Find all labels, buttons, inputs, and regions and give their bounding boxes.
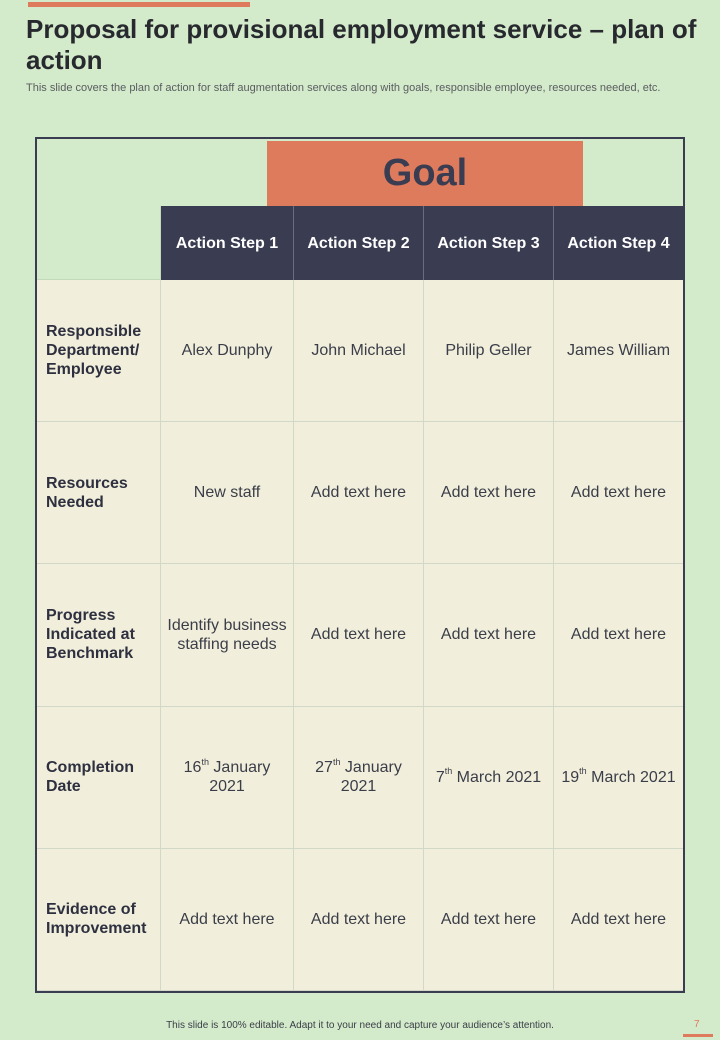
page-number: 7 [694, 1019, 700, 1030]
plan-table [37, 206, 683, 991]
table-cell: Add text here [294, 564, 424, 706]
top-accent-bar [28, 2, 250, 7]
table-cell: Add text here [424, 849, 554, 991]
row-header-evidence: Evidence of Improvement [37, 849, 161, 991]
page-number-bar [683, 1034, 713, 1037]
page-title: Proposal for provisional employment service – plan of action [26, 14, 697, 75]
column-header-step-1: Action Step 1 [161, 206, 294, 280]
table-cell: Add text here [161, 849, 294, 991]
table-cell: Add text here [294, 422, 424, 564]
column-header-step-2: Action Step 2 [294, 206, 424, 280]
table-cell: New staff [161, 422, 294, 564]
row-header-progress: Progress Indicated at Benchmark [37, 564, 161, 706]
table-cell: Philip Geller [424, 280, 554, 422]
footer-note: This slide is 100% editable. Adapt it to your need and capture your audience’s attention. [166, 1020, 554, 1031]
table-cell: Add text here [424, 564, 554, 706]
table-cell-date: 19th March 2021 [554, 707, 683, 849]
table-cell-date: 7th March 2021 [424, 707, 554, 849]
row-header-resources: Resources Needed [37, 422, 161, 564]
table-cell-date: 27th January 2021 [294, 707, 424, 849]
page-subtitle: This slide covers the plan of action for staff augmentation services along with goals, responsible employee, resources needed, etc. [26, 82, 661, 94]
row-header-responsible: Responsible Department/ Employee [37, 280, 161, 422]
table-cell: John Michael [294, 280, 424, 422]
column-header-step-3: Action Step 3 [424, 206, 554, 280]
table-cell: Add text here [554, 849, 683, 991]
table-corner [37, 206, 161, 280]
goal-banner: Goal [267, 141, 583, 206]
plan-table-frame [35, 137, 685, 993]
table-cell: Add text here [294, 849, 424, 991]
table-cell: Add text here [554, 564, 683, 706]
table-cell: Alex Dunphy [161, 280, 294, 422]
row-header-completion: Completion Date [37, 707, 161, 849]
column-header-step-4: Action Step 4 [554, 206, 683, 280]
table-cell: James William [554, 280, 683, 422]
table-cell: Add text here [424, 422, 554, 564]
table-cell-date: 16th January 2021 [161, 707, 294, 849]
table-cell: Add text here [554, 422, 683, 564]
table-cell: Identify business staffing needs [161, 564, 294, 706]
